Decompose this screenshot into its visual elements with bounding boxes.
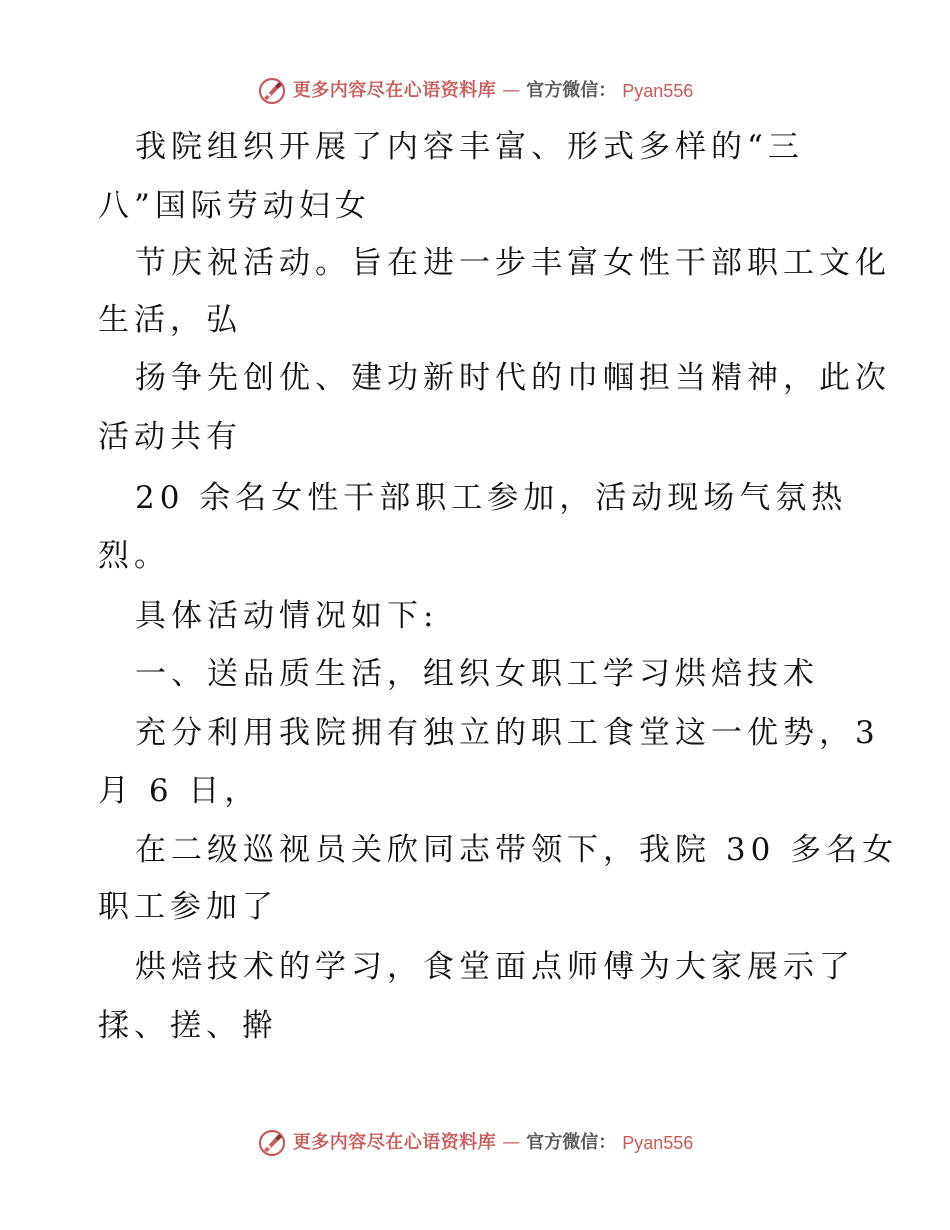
body-line: 在二级巡视员关欣同志带领下，我院 30 多名女 bbox=[135, 832, 899, 868]
body-line: 充分利用我院拥有独立的职工食堂这一优势，3 bbox=[135, 715, 880, 751]
body-line: 节庆祝活动。旨在进一步丰富女性干部职工文化 bbox=[135, 245, 891, 281]
body-line: 揉、搓、擀 bbox=[98, 1008, 278, 1044]
banner-dash: — bbox=[502, 1132, 521, 1153]
body-line: 扬争先创优、建功新时代的巾帼担当精神，此次 bbox=[135, 360, 891, 396]
header-banner bbox=[0, 76, 950, 106]
pen-logo-icon bbox=[257, 76, 287, 106]
body-line: 烘焙技术的学习，食堂面点师傅为大家展示了 bbox=[135, 949, 855, 985]
wechat-id: Pyan556 bbox=[622, 81, 694, 101]
body-line: 20 余名女性干部职工参加，活动现场气氛热 bbox=[135, 480, 848, 516]
wechat-label: 官方微信： bbox=[526, 1132, 617, 1153]
pen-logo-icon bbox=[257, 1128, 287, 1158]
body-line: 月 6 日， bbox=[98, 773, 261, 809]
body-line: 我院组织开展了内容丰富、形式多样的“三 bbox=[135, 129, 804, 165]
section-heading: 一、送品质生活，组织女职工学习烘焙技术 bbox=[135, 656, 819, 692]
wechat-id: Pyan556 bbox=[622, 1133, 694, 1153]
body-line: 具体活动情况如下: bbox=[135, 598, 439, 634]
body-line: 职工参加了 bbox=[98, 889, 278, 925]
body-line: 活动共有 bbox=[98, 419, 242, 455]
wechat-label: 官方微信： bbox=[526, 80, 617, 101]
body-line: 八”国际劳动妇女 bbox=[98, 188, 371, 224]
banner-dash: — bbox=[502, 80, 521, 101]
footer-banner bbox=[0, 1128, 950, 1158]
site-name: 更多内容尽在心语资料库 bbox=[292, 80, 497, 101]
body-line: 生活，弘 bbox=[98, 302, 242, 338]
body-line: 烈。 bbox=[98, 538, 170, 574]
site-name: 更多内容尽在心语资料库 bbox=[292, 1132, 497, 1153]
